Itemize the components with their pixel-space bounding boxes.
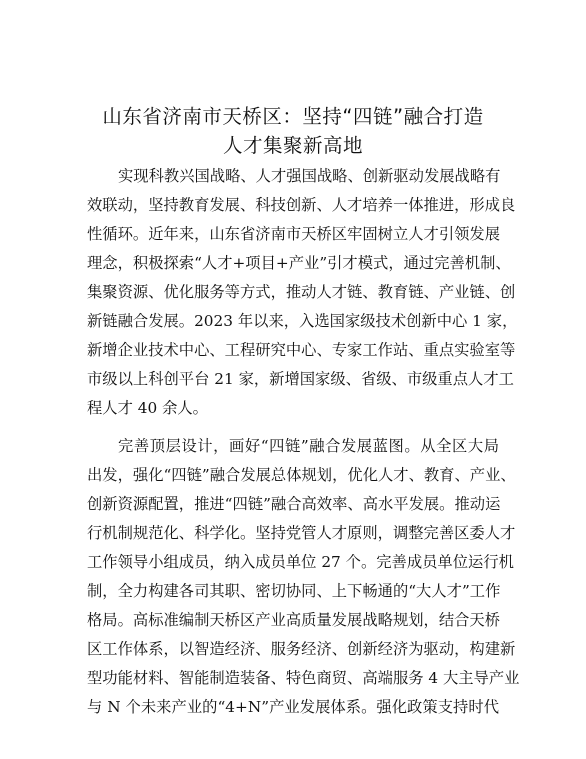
paragraph-line: 集聚资源、优化服务等方式，推动人才链、教育链、产业链、创 [87, 283, 516, 301]
paragraph-line: 工作领导小组成员，纳入成员单位 27 个。完善成员单位运行机 [87, 553, 514, 571]
paragraph-line: 效联动，坚持教育发展、科技创新、人才培养一体推进，形成良 [87, 196, 516, 214]
paragraph-line: 完善顶层设计，画好“四链”融合发展蓝图。从全区大局 [118, 437, 499, 455]
paragraph-spacer [87, 423, 499, 432]
paragraph-2 [87, 432, 520, 722]
paragraph-line: 格局。高标准编制天桥区产业高质量发展战略规划，结合天桥 [87, 611, 501, 629]
paragraph-line: 出发，强化“四链”融合发展总体规划，优化人才、教育、产业、 [87, 466, 516, 484]
paragraph-line: 行机制规范化、科学化。坚持党管人才原则，调整完善区委人才 [87, 524, 516, 542]
paragraph-line: 创新资源配置，推进“四链”融合高效率、高水平发展。推动运 [87, 495, 501, 513]
paragraph-line: 型功能材料、智能制造装备、特色商贸、高端服务 4 大主导产业 [87, 669, 520, 687]
title-line-2: 人才集聚新高地 [222, 134, 363, 157]
paragraph-line: 性循环。近年来，山东省济南市天桥区牢固树立人才引领发展 [87, 225, 501, 243]
paragraph-line: 新链融合发展。2023 年以来，入选国家级技术创新中心 1 家， [87, 312, 518, 330]
paragraph-line: 市级以上科创平台 21 家，新增国家级、省级、市级重点人才工 [87, 370, 514, 388]
paragraph-line: 制，全力构建各司其职、密切协同、上下畅通的“大人才”工作 [87, 582, 501, 600]
paragraph-1 [87, 162, 518, 423]
paragraph-line: 程人才 40 余人。 [87, 399, 208, 417]
document-title [60, 102, 526, 160]
paragraph-line: 与 N 个未来产业的“4+N”产业发展体系。强化政策支持时代 [87, 698, 499, 716]
document-body [87, 162, 520, 722]
paragraph-line: 实现科教兴国战略、人才强国战略、创新驱动发展战略有 [118, 167, 501, 185]
title-line-1: 山东省济南市天桥区：坚持“四链”融合打造 [102, 105, 484, 128]
paragraph-line: 新增企业技术中心、工程研究中心、专家工作站、重点实验室等 [87, 341, 516, 359]
paragraph-line: 区工作体系，以智造经济、服务经济、创新经济为驱动，构建新 [87, 640, 516, 658]
paragraph-line: 理念，积极探索“人才+项目+产业”引才模式，通过完善机制、 [87, 254, 511, 272]
